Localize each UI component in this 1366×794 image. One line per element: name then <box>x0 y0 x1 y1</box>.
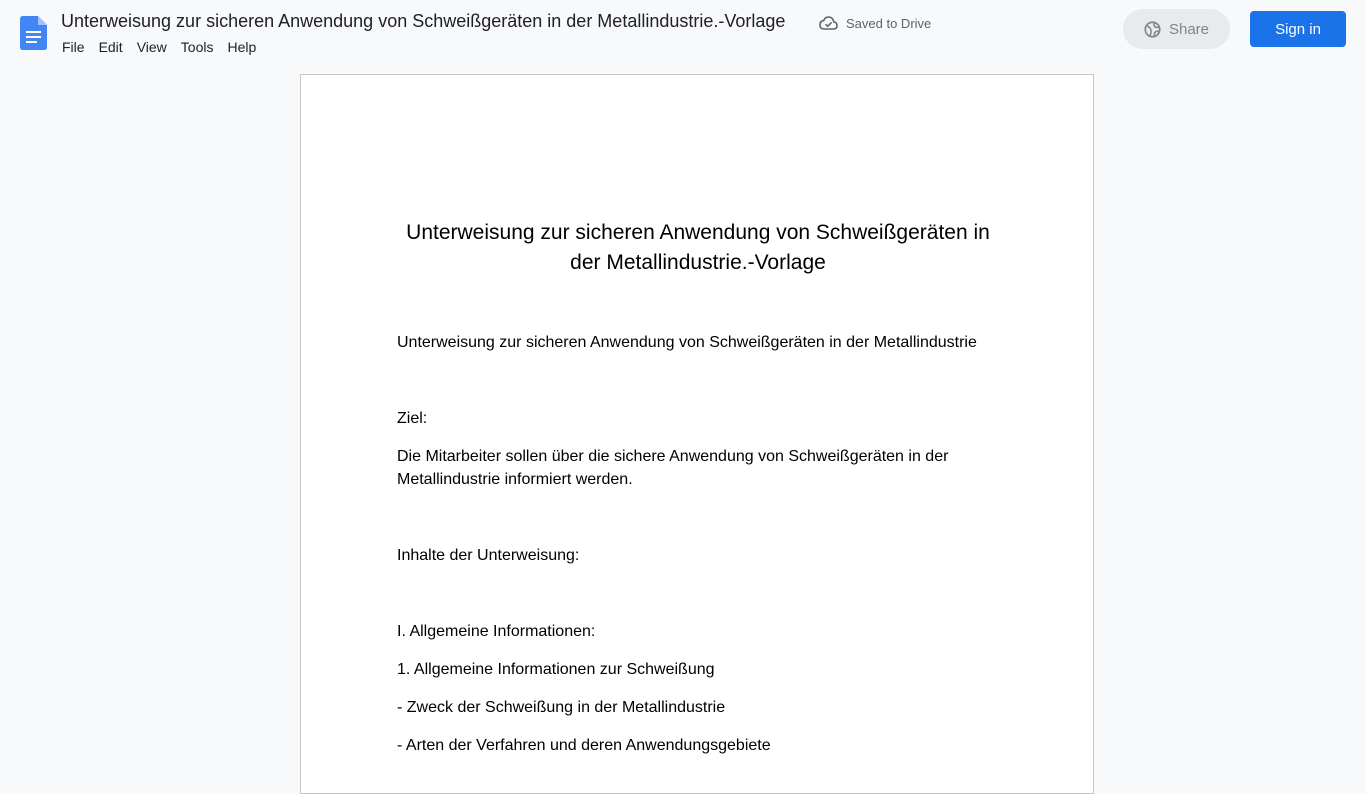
globe-icon <box>1144 21 1161 38</box>
paragraph: - Zweck der Schweißung in der Metallindustrie <box>397 699 726 716</box>
menu-edit[interactable]: Edit <box>98 39 123 55</box>
docs-logo-icon[interactable] <box>20 16 47 50</box>
paragraph: - Arten der Verfahren und deren Anwendungsgebiete <box>397 737 771 754</box>
paragraph: 1. Allgemeine Informationen zur Schweißung <box>397 661 715 678</box>
cloud-done-icon <box>819 16 838 30</box>
menu-file[interactable]: File <box>62 39 85 55</box>
share-button[interactable] <box>1123 9 1230 49</box>
menu-help[interactable]: Help <box>227 39 257 55</box>
menu-view[interactable]: View <box>136 39 167 55</box>
menu-tools[interactable]: Tools <box>180 39 214 55</box>
save-status-label: Saved to Drive <box>846 15 932 31</box>
paragraph: I. Allgemeine Informationen: <box>397 623 596 640</box>
paragraph: Unterweisung zur sicheren Anwendung von Schweißgeräten in der Metallindustrie <box>397 334 977 351</box>
paragraph: Die Mitarbeiter sollen über die sichere Anwendung von Schweißgeräten in der Metallindustrie informiert werden. <box>397 448 949 488</box>
document-heading: Unterweisung zur sicheren Anwendung von Schweißgeräten in der Metallindustrie.-Vorlage <box>406 221 990 274</box>
paragraph: Inhalte der Unterweisung: <box>397 547 580 564</box>
paragraph: Ziel: <box>397 410 428 427</box>
sign-in-button[interactable]: Sign in <box>1250 11 1346 47</box>
document-page[interactable] <box>300 74 1094 794</box>
document-title[interactable]: Unterweisung zur sicheren Anwendung von Schweißgeräten in der Metallindustrie.-Vorlage <box>61 11 786 31</box>
save-status[interactable] <box>819 14 931 32</box>
share-label: Share <box>1168 20 1210 38</box>
menu-bar <box>55 36 263 58</box>
top-bar <box>0 0 1366 64</box>
